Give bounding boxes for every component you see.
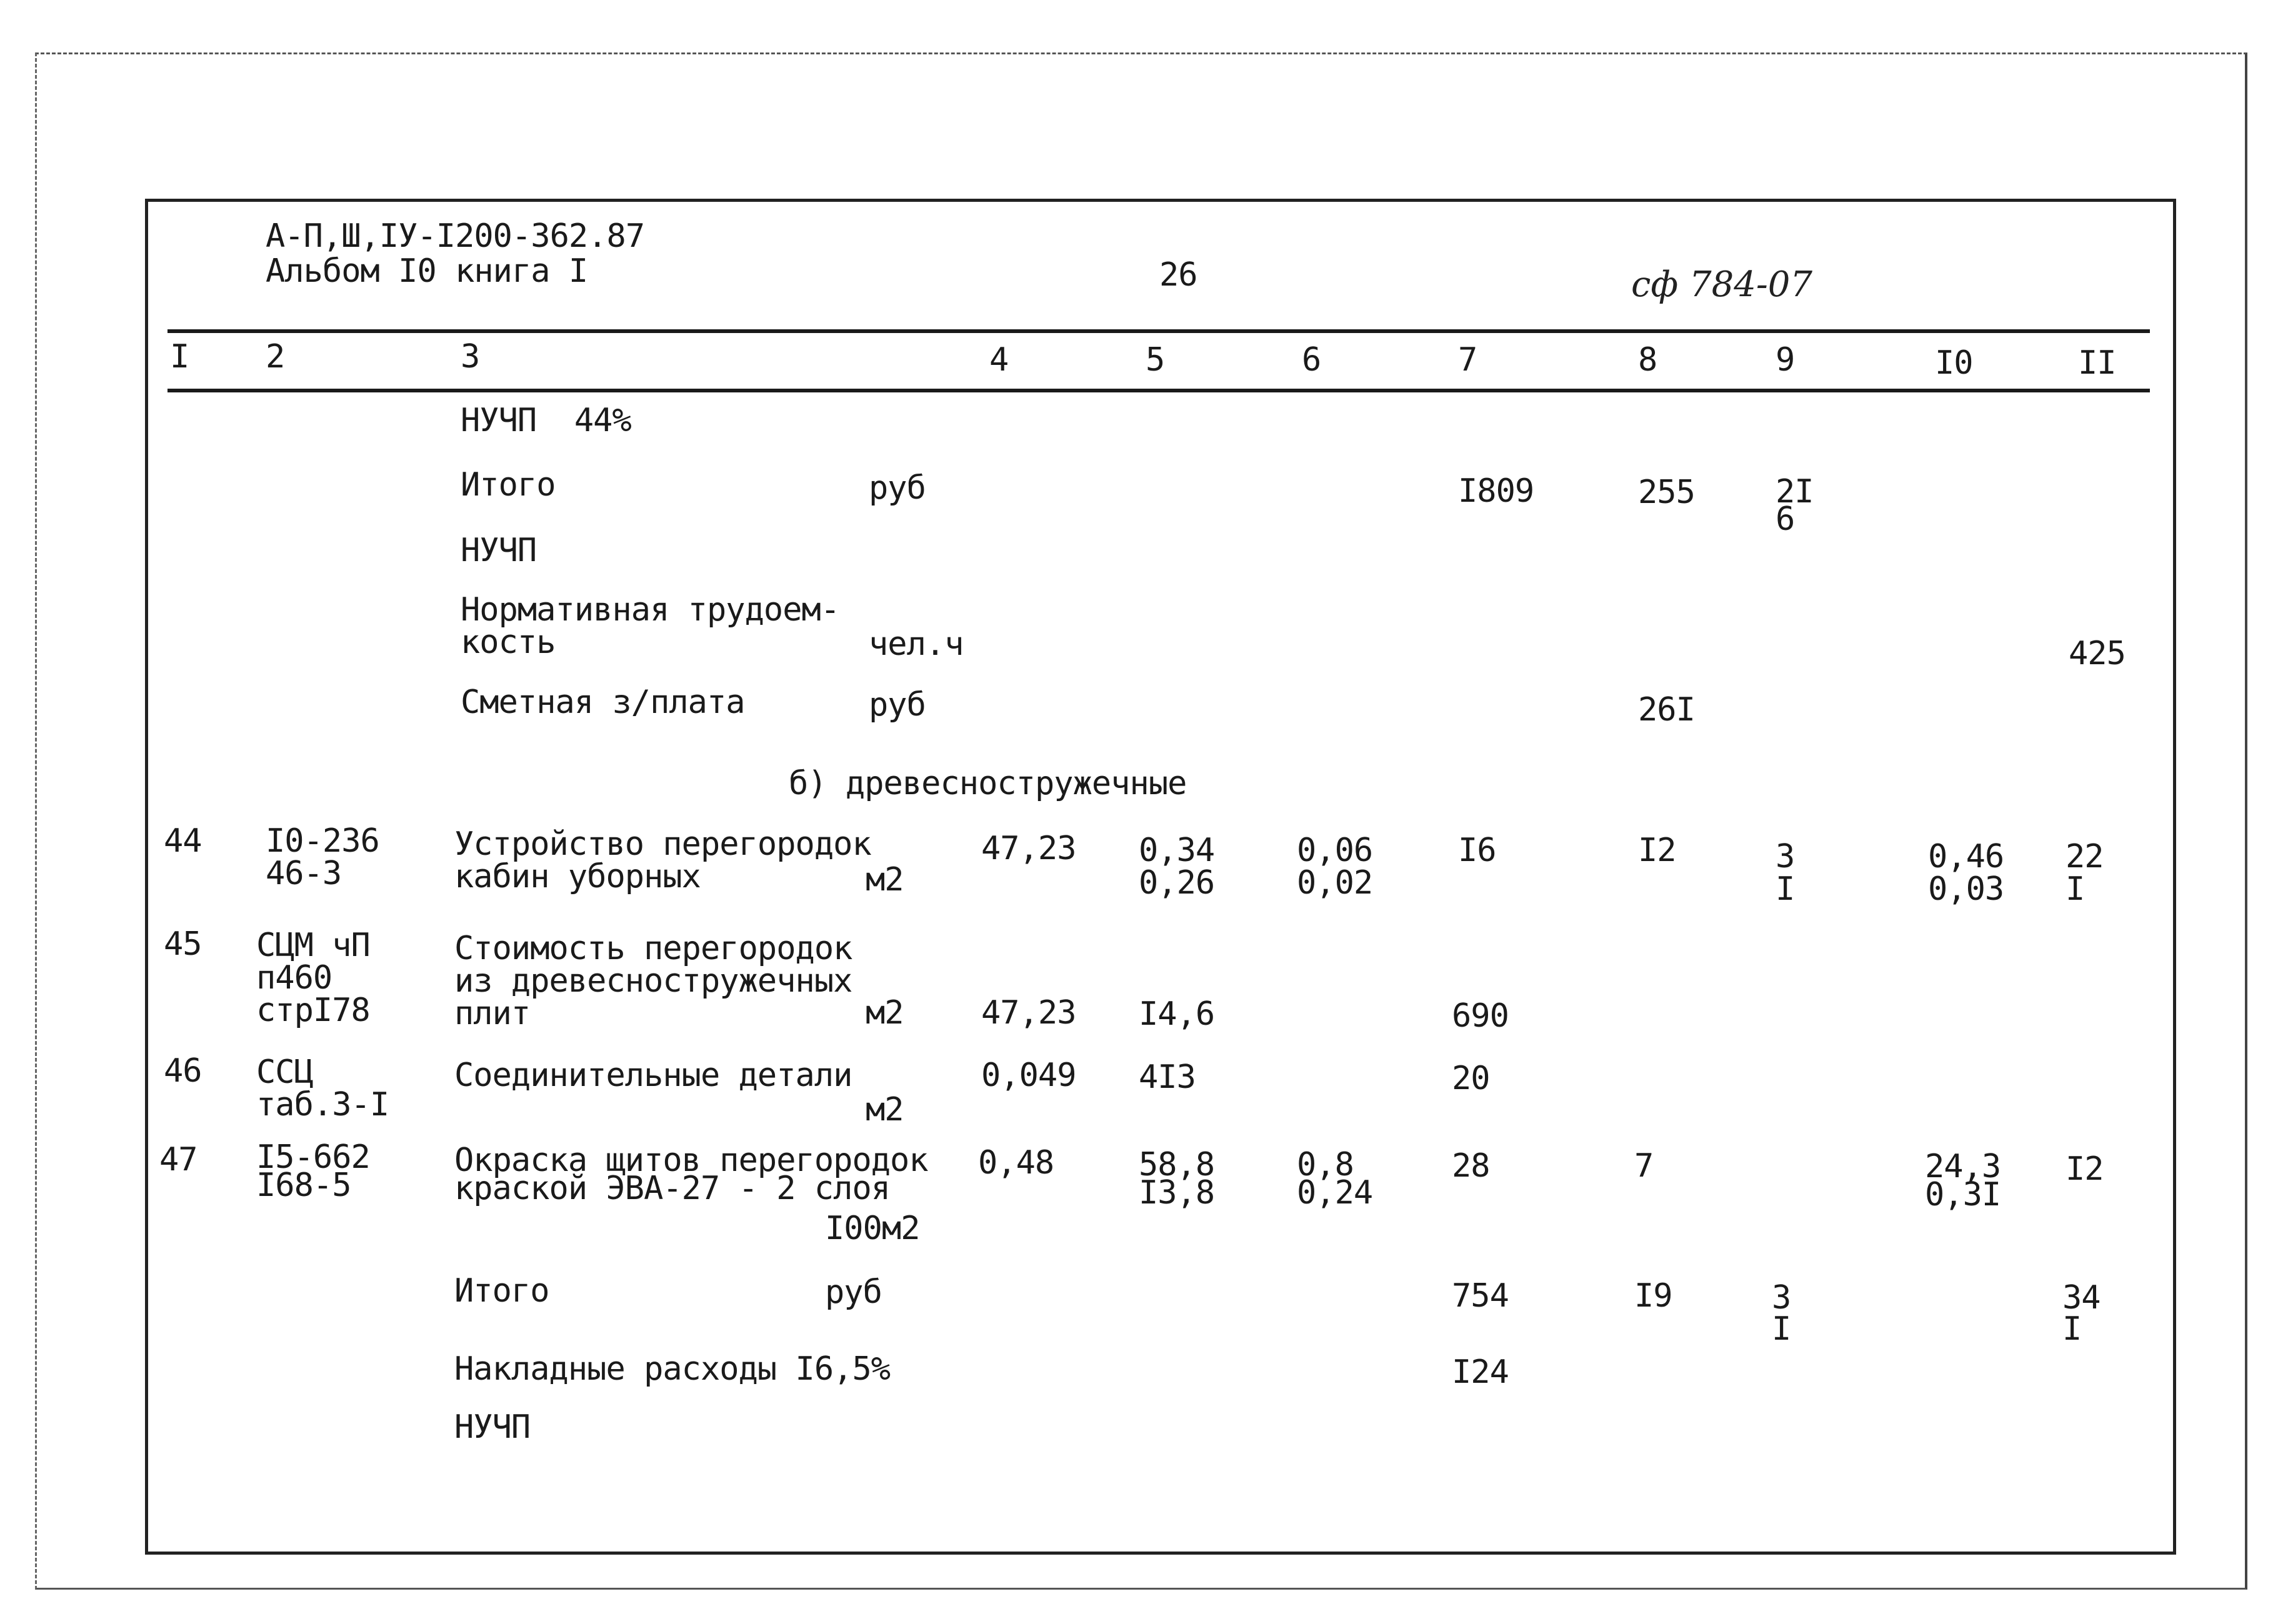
- col-header-5: 5: [1146, 341, 1165, 379]
- row-47-col10: 24,3 0,3I: [1925, 1148, 2001, 1213]
- row-46-col4: 0,049: [981, 1057, 1076, 1094]
- col-header-3: 3: [461, 338, 480, 376]
- section-heading: б) древесностружечные: [789, 765, 1187, 802]
- row-44-code: I0-236 46-3: [266, 822, 379, 892]
- col-header-4: 4: [989, 341, 1009, 379]
- document-code: А-П,Ш,IУ-I200-362.87: [266, 217, 645, 255]
- row-44-number: 44: [164, 822, 202, 860]
- row-44-col9: 3 I: [1776, 838, 1795, 908]
- row-44-col4: 47,23: [981, 830, 1076, 867]
- row-4-unit: руб: [869, 686, 926, 724]
- row-46-unit: м2: [866, 1091, 904, 1128]
- row-44-col10: 0,46 0,03: [1928, 838, 2004, 908]
- row-45-col7: 690: [1452, 997, 1509, 1035]
- row-1-col7: I809: [1458, 472, 1534, 510]
- row-47-col6: 0,8 0,24: [1297, 1146, 1373, 1212]
- row-46-description: Соединительные детали: [454, 1057, 852, 1094]
- total-2-col11: 34 I: [2062, 1279, 2101, 1348]
- total-2-unit: руб: [825, 1273, 882, 1311]
- col-header-2: 2: [266, 338, 285, 376]
- row-45-description: Стоимость перегородок из древесностружечных плит: [454, 930, 852, 1032]
- row-46-code: ССЦ таб.3-I: [256, 1054, 389, 1123]
- row-1-col8: 255: [1638, 474, 1695, 511]
- row-47-col4: 0,48: [978, 1144, 1054, 1182]
- row-44-col5: 0,34 0,26: [1139, 832, 1215, 902]
- row-44-description: Устройство перегородок кабин уборных: [454, 825, 871, 895]
- col-header-11: II: [2078, 344, 2116, 382]
- row-44-col11: 22 I: [2066, 838, 2104, 908]
- handwritten-reference: сф 784-07: [1631, 264, 1813, 305]
- row-47-col5: 58,8 I3,8: [1139, 1146, 1215, 1212]
- overhead-description: Накладные расходы I6,5%: [454, 1350, 891, 1388]
- row-44-col6: 0,06 0,02: [1297, 832, 1373, 902]
- row-4-description: Сметная з/плата: [461, 684, 745, 721]
- row-44-col8: I2: [1638, 832, 1676, 869]
- row-2-description: НУЧП: [461, 532, 537, 569]
- row-46-col5: 4I3: [1139, 1059, 1196, 1096]
- header-rule-top: [167, 329, 2150, 333]
- row-46-number: 46: [164, 1052, 202, 1090]
- row-1-col9: 2I 6: [1776, 473, 1814, 538]
- final-nuchp: НУЧП: [454, 1408, 531, 1446]
- col-header-8: 8: [1638, 341, 1657, 379]
- row-0-description: НУЧП 44%: [461, 402, 631, 439]
- row-45-col4: 47,23: [981, 994, 1076, 1032]
- row-47-col7: 28: [1452, 1147, 1490, 1185]
- row-1-description: Итого: [461, 466, 556, 504]
- overhead-col7: I24: [1452, 1353, 1509, 1391]
- row-47-number: 47: [159, 1141, 197, 1178]
- total-2-col9: 3 I: [1772, 1279, 1791, 1348]
- row-44-unit: м2: [866, 861, 904, 899]
- page-number: 26: [1159, 256, 1197, 294]
- row-47-unit: I00м2: [825, 1210, 920, 1247]
- total-2-col7: 754: [1452, 1277, 1509, 1315]
- row-4-col8: 26I: [1638, 691, 1695, 729]
- row-3-col11: 425: [2069, 635, 2126, 672]
- row-46-col7: 20: [1452, 1060, 1490, 1097]
- col-header-9: 9: [1776, 341, 1795, 379]
- col-header-10: I0: [1935, 344, 1973, 382]
- row-44-col7: I6: [1458, 832, 1496, 869]
- row-47-col8: 7: [1634, 1147, 1654, 1185]
- album-label: Альбом I0 книга I: [266, 252, 588, 290]
- col-header-6: 6: [1302, 341, 1321, 379]
- row-47-col11: I2: [2066, 1150, 2104, 1188]
- col-header-1: I: [170, 338, 189, 376]
- total-2-col8: I9: [1634, 1277, 1672, 1315]
- total-2-description: Итого: [454, 1272, 549, 1310]
- row-3-description: Нормативная трудоем- кость: [461, 591, 840, 661]
- header-rule-bottom: [167, 389, 2150, 392]
- row-45-number: 45: [164, 925, 202, 963]
- row-1-unit: руб: [869, 469, 926, 507]
- row-45-unit: м2: [866, 994, 904, 1032]
- col-header-7: 7: [1458, 341, 1477, 379]
- row-47-code: I5-662 I68-5: [256, 1138, 370, 1204]
- row-3-unit: чел.ч: [869, 625, 964, 663]
- row-45-code: СЦМ чП п460 стрI78: [256, 927, 370, 1029]
- row-47-description: Окраска щитов перегородок краской ЭВА-27 - 2 слоя: [454, 1142, 928, 1207]
- row-45-col5: I4,6: [1139, 995, 1215, 1033]
